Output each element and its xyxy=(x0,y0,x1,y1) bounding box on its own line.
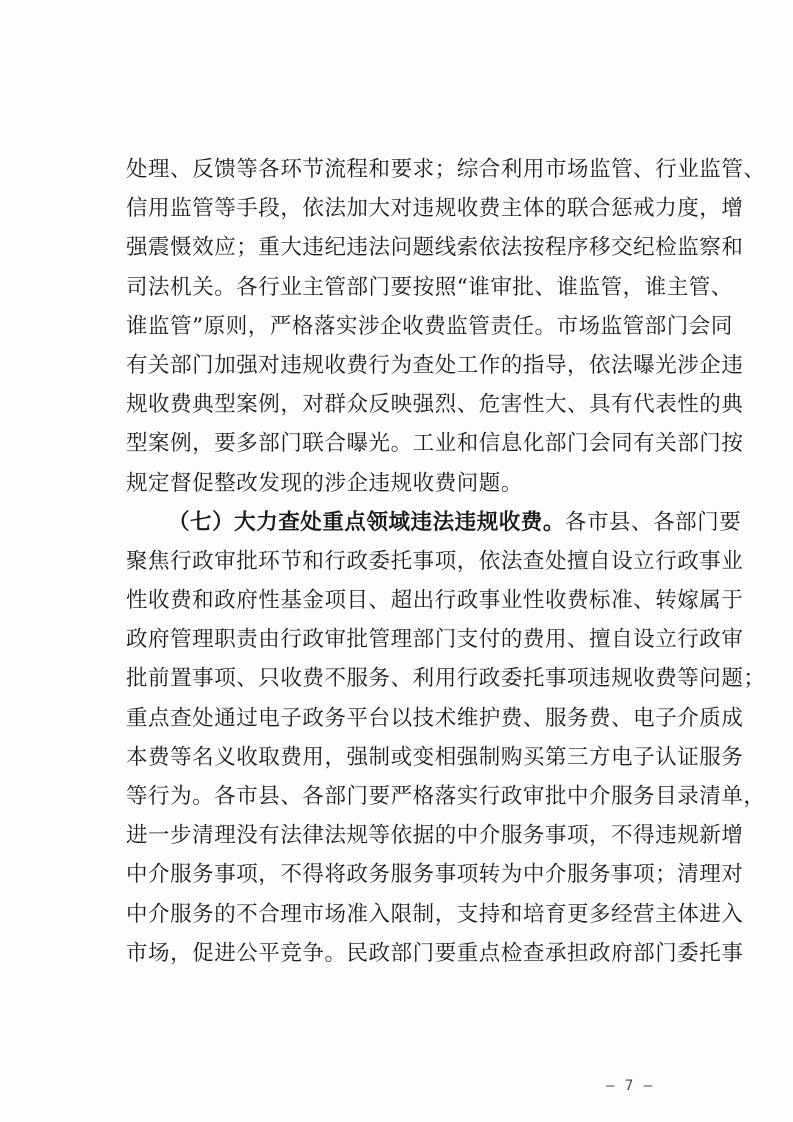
text-line: 等行为。各市县、各部门要严格落实行政审批中介服务目录清单， xyxy=(126,784,766,809)
page-number: — 7 — xyxy=(606,1078,654,1094)
text-line: 有关部门加强对违规收费行为查处工作的指导，依法曝光涉企违 xyxy=(126,352,744,378)
text-line: 进一步清理没有法律法规等依据的中介服务事项，不得违规新增 xyxy=(126,823,744,849)
text-line: 司法机关。各行业主管部门要按照“谁审批、谁监管，谁主管、 xyxy=(126,274,733,300)
text-line: 重点查处通过电子政务平台以技术维护费、服务费、电子介质成 xyxy=(126,705,744,731)
text-line: 信用监管等手段，依法加大对违规收费主体的联合惩戒力度，增 xyxy=(126,196,744,222)
text-line: 中介服务事项，不得将政务服务事项转为中介服务事项；清理对 xyxy=(126,862,744,888)
text-line: 型案例，要多部门联合曝光。工业和信息化部门会同有关部门按 xyxy=(126,431,744,457)
text-line: 规收费典型案例，对群众反映强烈、危害性大、具有代表性的典 xyxy=(126,392,744,418)
text-line: 处理、反馈等各环节流程和要求；综合利用市场监管、行业监管、 xyxy=(126,157,766,182)
text-line: 中介服务的不合理市场准入限制，支持和培育更多经营主体进入 xyxy=(126,901,744,927)
text-line: 聚焦行政审批环节和行政委托事项，依法查处擅自设立行政事业 xyxy=(126,548,744,574)
section-7-heading: （七）大力查处重点领域违法违规收费。 xyxy=(168,509,565,535)
text-line: 谁监管”原则，严格落实涉企收费监管责任。市场监管部门会同 xyxy=(126,313,733,339)
section-7-first-line-rest: 各市县、各部门要 xyxy=(564,509,742,535)
text-line: 批前置事项、只收费不服务、利用行政委托事项违规收费等问题； xyxy=(126,666,766,692)
text-line: 规定督促整改发现的涉企违规收费问题。 xyxy=(126,470,523,496)
body-text xyxy=(126,150,766,973)
text-line: 性收费和政府性基金项目、超出行政事业性收费标准、转嫁属于 xyxy=(126,588,744,614)
text-line: 本费等名义收取费用，强制或变相强制购买第三方电子认证服务 xyxy=(126,744,744,770)
text-line: 强震慑效应；重大违纪违法问题线索依法按程序移交纪检监察和 xyxy=(126,235,744,261)
section-7-first-line xyxy=(126,503,742,542)
text-line: 市场，促进公平竞争。民政部门要重点检查承担政府部门委托事 xyxy=(126,940,744,966)
text-line: 政府管理职责由行政审批管理部门支付的费用、擅自设立行政审 xyxy=(126,627,744,653)
